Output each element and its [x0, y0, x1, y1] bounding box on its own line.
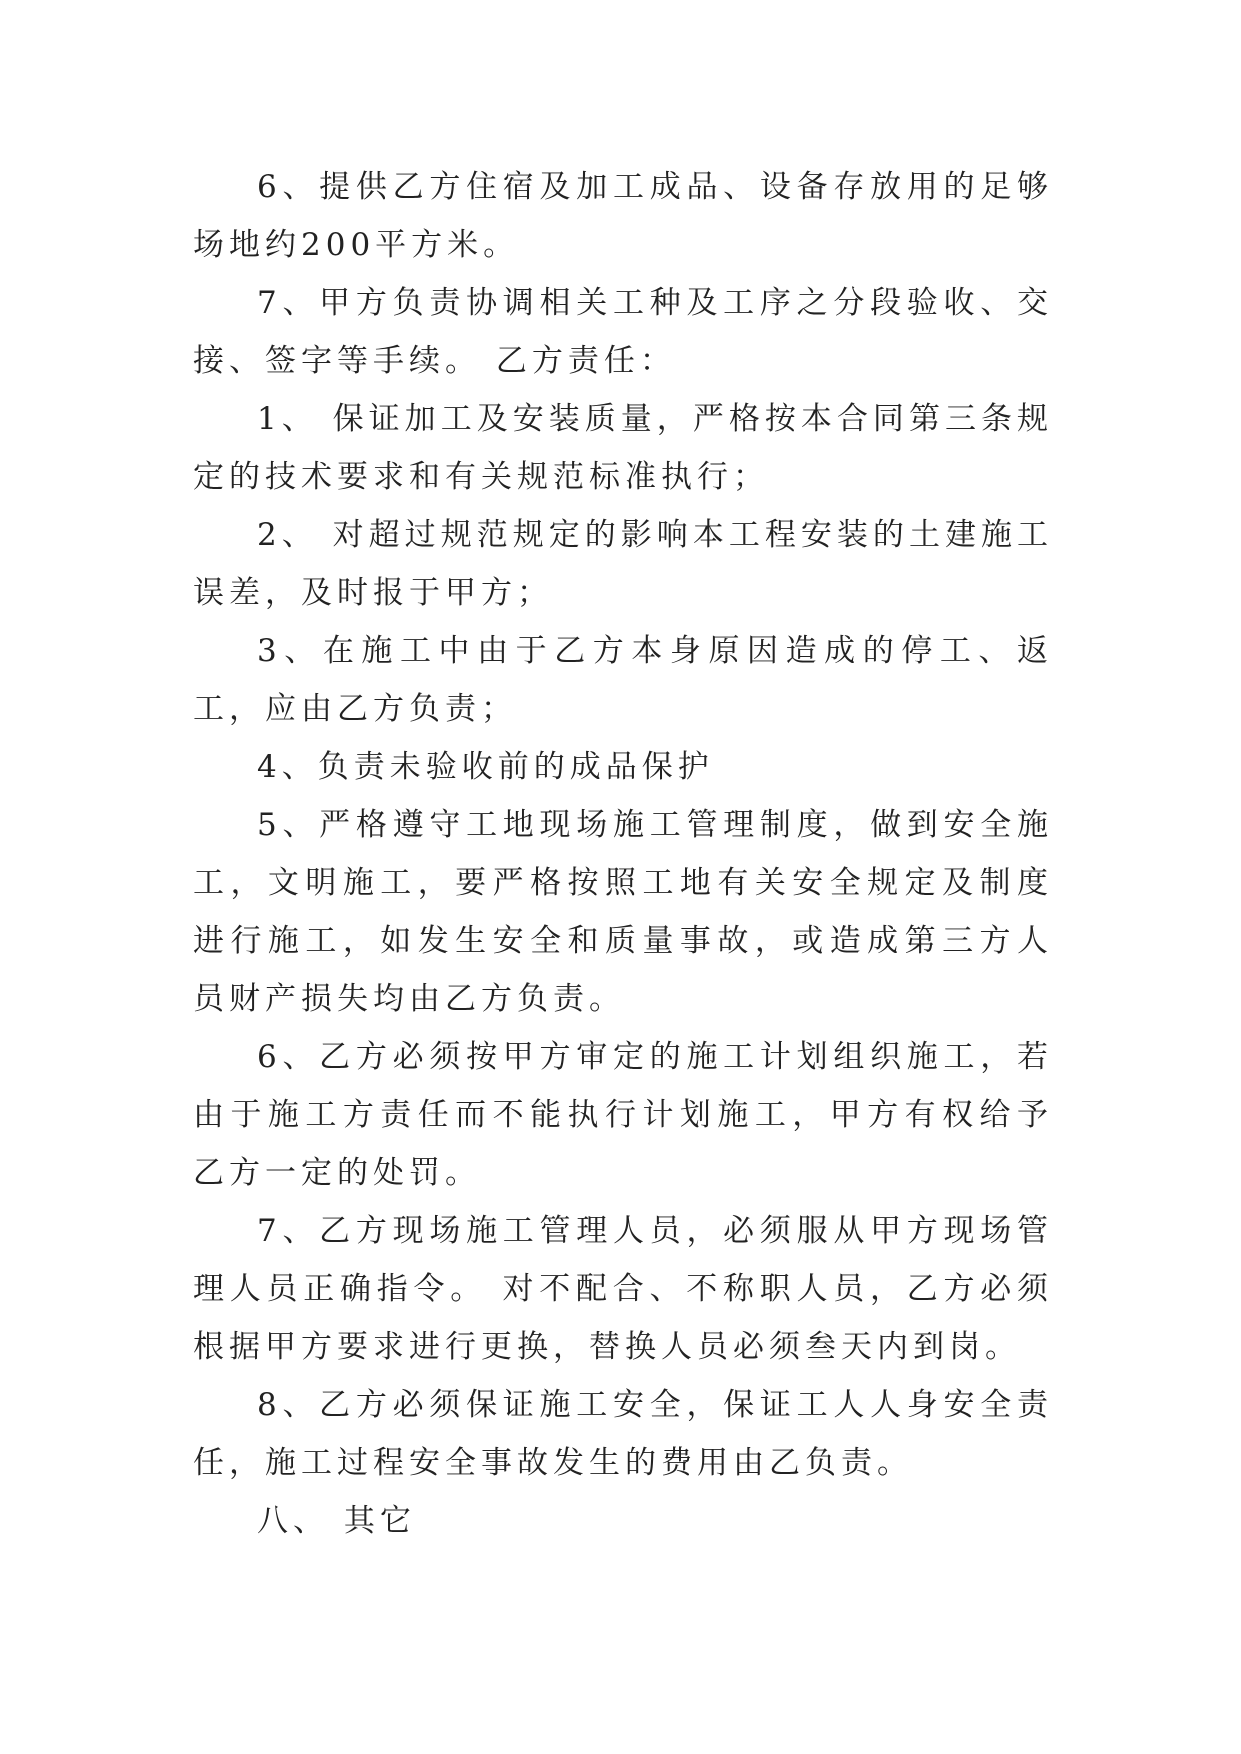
paragraph-quality-assurance: 1、 保证加工及安装质量，严格按本合同第三条规定的技术要求和有关规范标准执行； [193, 401, 1053, 495]
paragraph-site-management: 5、严格遵守工地现场施工管理制度，做到安全施工，文明施工，要严格按照工地有关安全规定及制度进行施工，如发生安全和质量事故，或造成第三方人员财产损失均由乙方负责。 [193, 807, 1053, 1017]
section-heading-other: 八、 其它 [257, 1503, 416, 1539]
paragraph-provide-lodging: 6、提供乙方住宿及加工成品、设备存放用的足够场地约200平方米。 [193, 169, 1053, 263]
paragraph-site-personnel: 7、乙方现场施工管理人员，必须服从甲方现场管理人员正确指令。 对不配合、不称职人员，乙方必须根据甲方要求进行更换，替换人员必须叁天内到岗。 [193, 1213, 1053, 1365]
paragraph-party-a-coordination: 7、甲方负责协调相关工种及工序之分段验收、交接、签字等手续。 乙方责任： [193, 285, 1053, 379]
paragraph-work-stoppage: 3、在施工中由于乙方本身原因造成的停工、返工，应由乙方负责； [193, 633, 1053, 727]
document-body [193, 158, 1053, 1550]
paragraph-construction-safety: 8、乙方必须保证施工安全，保证工人人身安全责任，施工过程安全事故发生的费用由乙负责。 [193, 1387, 1053, 1481]
paragraph-product-protection: 4、负责未验收前的成品保护 [257, 749, 714, 785]
paragraph-construction-plan: 6、乙方必须按甲方审定的施工计划组织施工，若由于施工方责任而不能执行计划施工，甲方有权给予乙方一定的处罚。 [193, 1039, 1053, 1191]
paragraph-construction-error: 2、 对超过规范规定的影响本工程安装的土建施工误差，及时报于甲方； [193, 517, 1053, 611]
